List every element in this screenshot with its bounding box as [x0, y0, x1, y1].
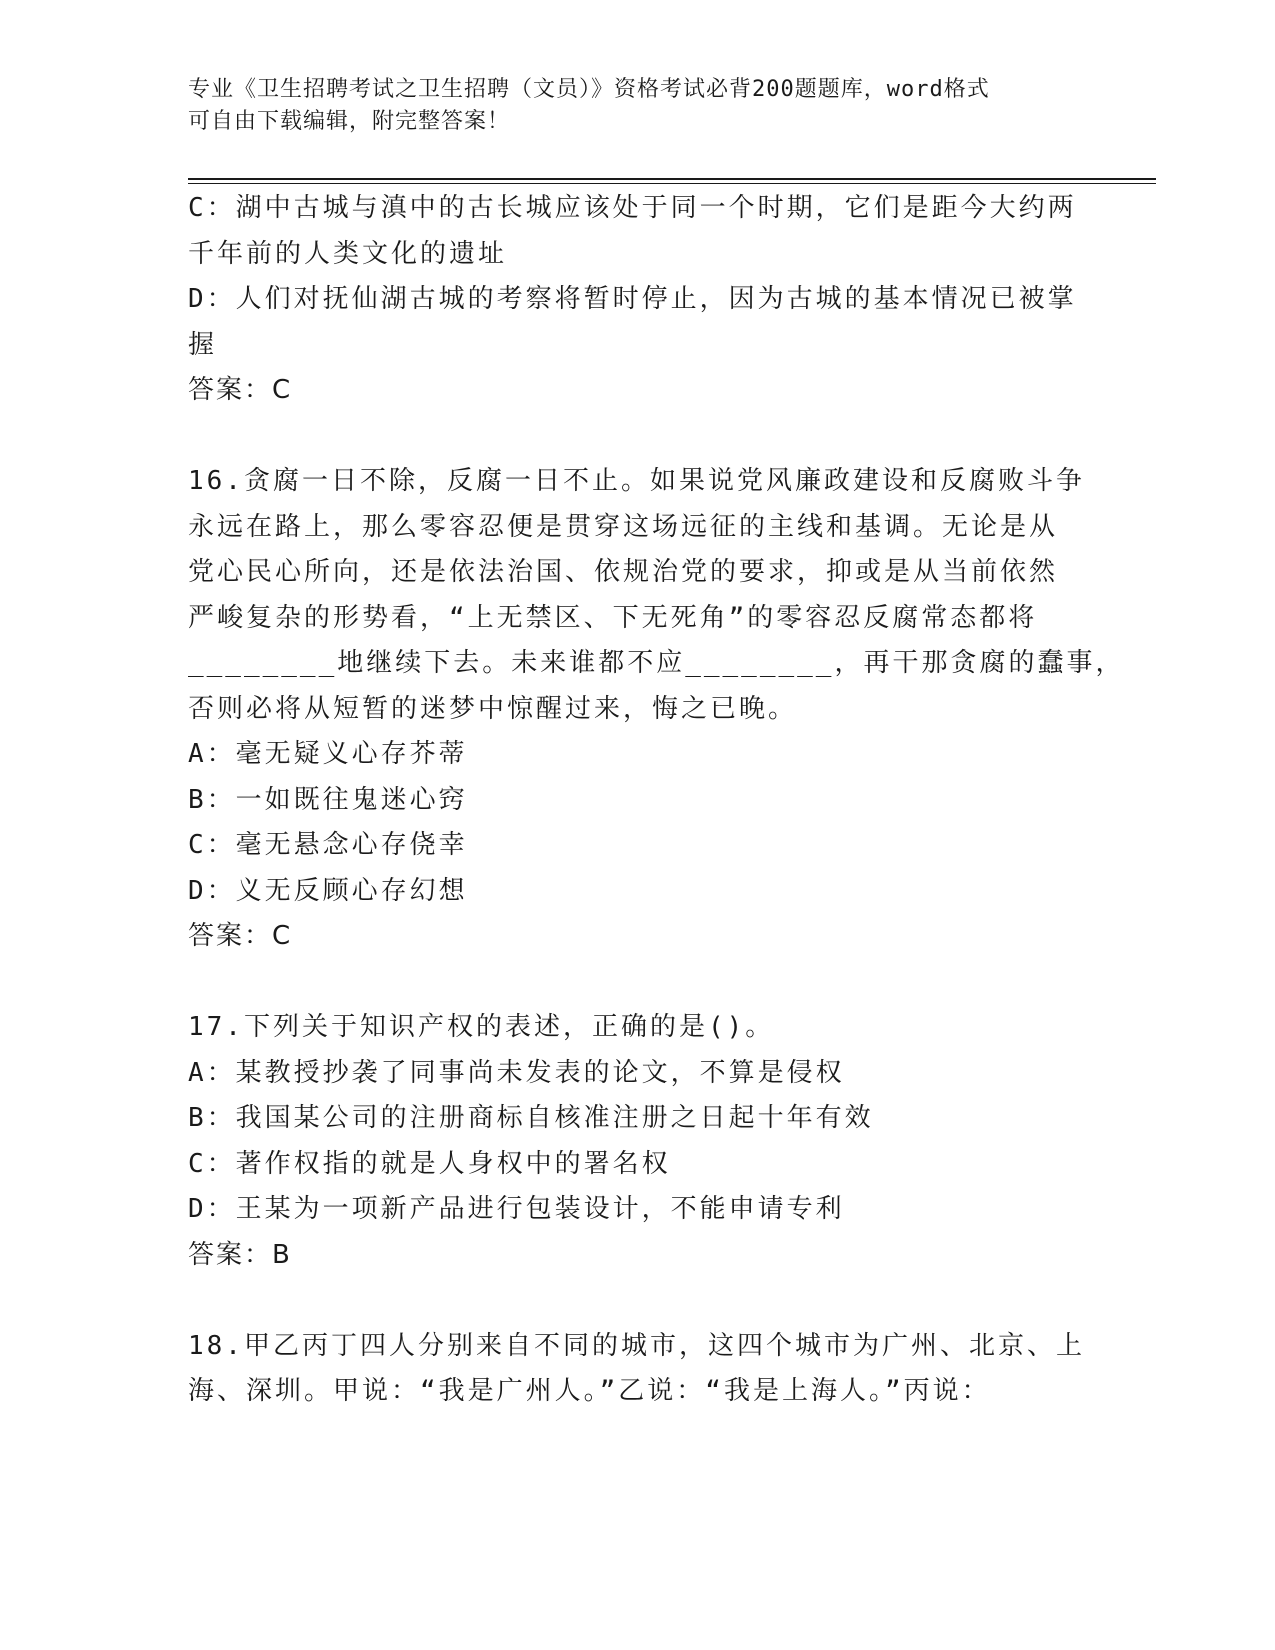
header-title-line-1: 专业《卫生招聘考试之卫生招聘（文员）》资格考试必背200题题库，word格式: [188, 77, 990, 102]
option-d: D：王某为一项新产品进行包装设计，不能申请专利: [188, 1194, 845, 1224]
answer-line: 答案：B: [188, 1239, 292, 1270]
question-text-line: 16.贪腐一日不除，反腐一日不止。如果说党风廉政建设和反腐败斗争: [188, 466, 1085, 496]
header-divider: [188, 178, 1156, 184]
question-text-line: 严峻复杂的形势看，“上无禁区、下无死角”的零容忍反腐常态都将: [188, 602, 1038, 633]
page-header: [188, 74, 1088, 138]
option-c: C：著作权指的就是人身权中的署名权: [188, 1148, 671, 1179]
option-c: C：毫无悬念心存侥幸: [188, 830, 468, 860]
option-a: A：某教授抄袭了同事尚未发表的论文，不算是侵权: [188, 1057, 845, 1088]
option-a: A：毫无疑义心存芥蒂: [188, 739, 468, 769]
document-body: [188, 186, 1125, 1415]
question-text-line: 党心民心所向，还是依法治国、依规治党的要求，抑或是从当前依然: [188, 557, 1059, 587]
text-line: 千年前的人类文化的遗址: [188, 238, 508, 269]
question-text-line: 海、深圳。甲说：“我是广州人。”乙说：“我是上海人。”丙说：: [188, 1376, 991, 1406]
answer-line: 答案：C: [188, 921, 293, 951]
text-line: D：人们对抚仙湖古城的考察将暂时停止，因为古城的基本情况已被掌: [188, 284, 1077, 314]
question-text-line: 18.甲乙丙丁四人分别来自不同的城市，这四个城市为广州、北京、上: [188, 1330, 1085, 1361]
question-text-line: 否则必将从短暂的迷梦中惊醒过来，悔之已晚。: [188, 693, 798, 724]
question-block-17: [188, 1005, 1088, 1278]
option-b: B：我国某公司的注册商标自核准注册之日起十年有效: [188, 1103, 874, 1133]
block-spacer: [188, 1278, 1088, 1324]
question-text-line: 永远在路上，那么零容忍便是贯穿这场远征的主线和基调。无论是从: [188, 511, 1059, 542]
question-block-18: [188, 1324, 1088, 1415]
block-spacer: [188, 960, 1088, 1006]
header-title-line-2: 可自由下载编辑，附完整答案！: [188, 109, 511, 134]
question-block-16: [188, 459, 1125, 960]
block-spacer: [188, 414, 1088, 460]
answer-line: 答案：C: [188, 375, 293, 405]
question-text-line: ________地继续下去。未来谁都不应________，再干那贪腐的蠢事，: [188, 648, 1125, 678]
option-b: B：一如既往鬼迷心窍: [188, 784, 468, 815]
question-block-15: [188, 186, 1088, 414]
text-line: 握: [188, 329, 218, 360]
question-text-line: 17.下列关于知识产权的表述，正确的是()。: [188, 1012, 775, 1042]
text-line: C：湖中古城与滇中的古长城应该处于同一个时期，它们是距今大约两: [188, 193, 1077, 223]
option-d: D：义无反顾心存幻想: [188, 875, 468, 906]
